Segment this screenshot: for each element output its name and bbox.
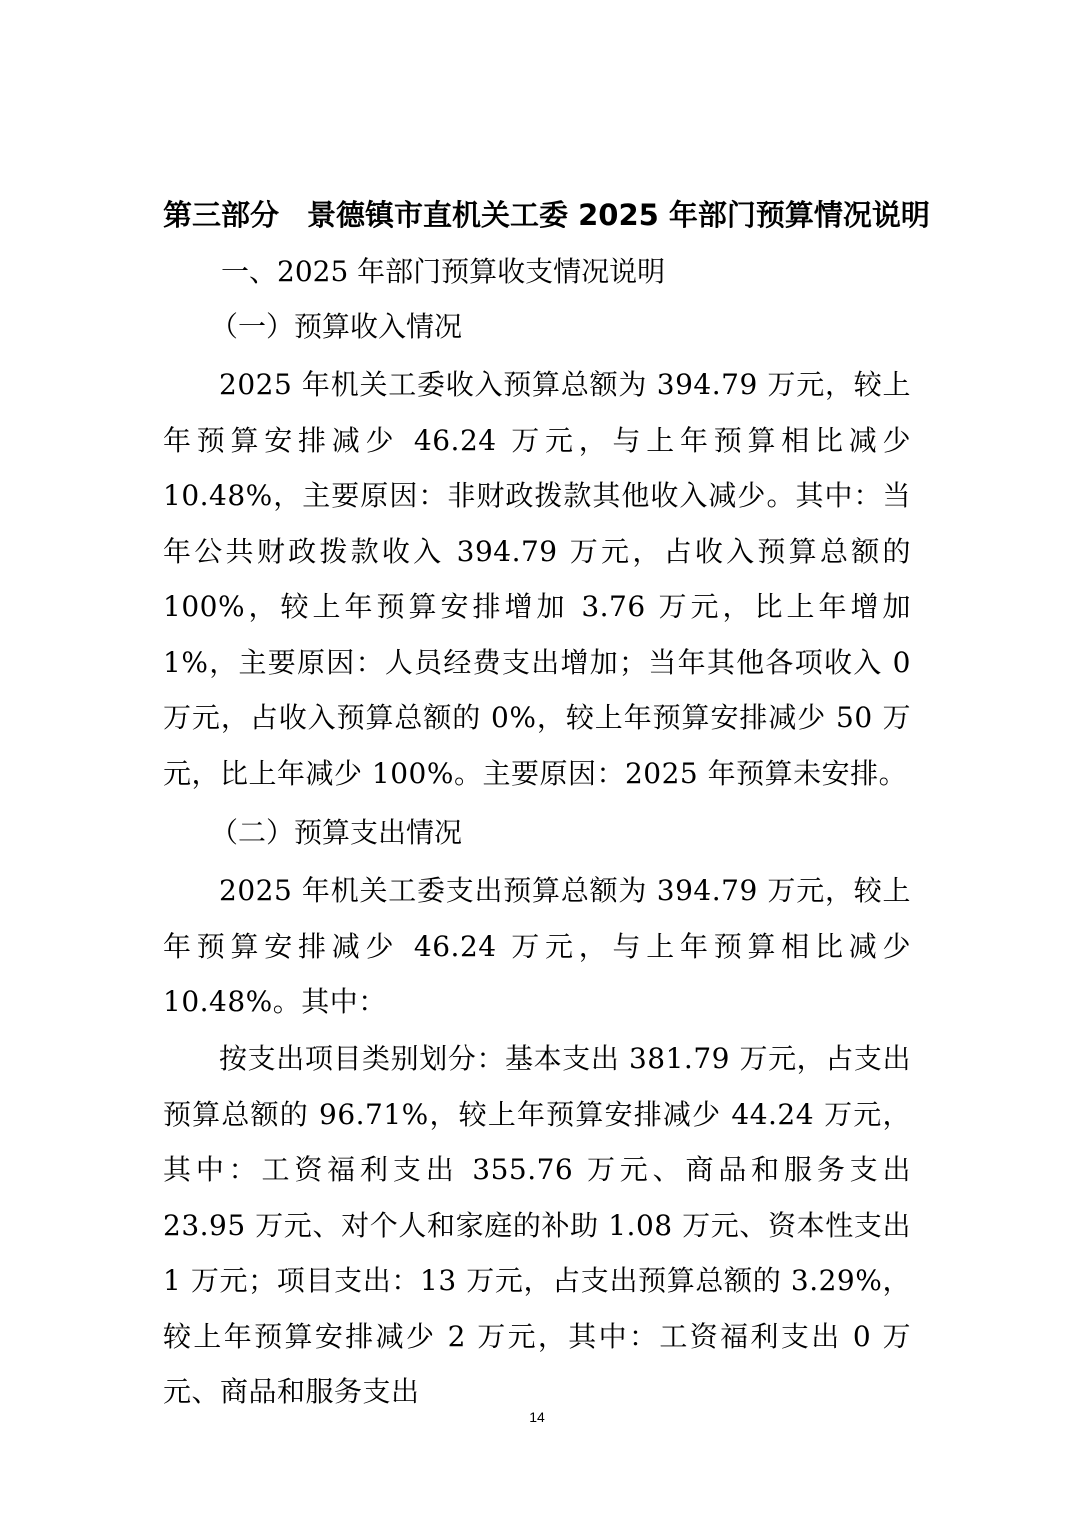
document-title: [163, 190, 930, 240]
page-number: 14: [529, 1409, 545, 1425]
title-part-label: 第三部分: [163, 198, 280, 232]
subsection-heading-expense: （二）预算支出情况: [210, 816, 463, 849]
expense-paragraph-1: 2025 年机关工委支出预算总额为 394.79 万元，较上年预算安排减少 46.24 万元，与上年预算相比减少 10.48%。其中：: [163, 874, 911, 1018]
title-main-text: 景德镇市直机关工委 2025 年部门预算情况说明: [307, 198, 930, 232]
subsection-heading-income: （一）预算收入情况: [210, 310, 463, 343]
section-heading-1: 一、2025 年部门预算收支情况说明: [221, 255, 666, 288]
income-paragraph: 2025 年机关工委收入预算总额为 394.79 万元，较上年预算安排减少 46.24 万元，与上年预算相比减少 10.48%，主要原因：非财政拨款其他收入减少。其中：当年公共财政拨款收入 394.79 万元，占收入预算总额的 100%，较上年预算安排增加 3.76 万元，比上年增加 1%，主要原因：人员经费支出增加；当年其他各项收入 0 万元，占收入预算总额的 0%，较上年预算安排减少 50 万元，比上年减少 100%。主要原因：2025 年预算未安排。: [163, 368, 911, 790]
expense-paragraph-2: 按支出项目类别划分：基本支出 381.79 万元，占支出预算总额的 96.71%，较上年预算安排减少 44.24 万元，其中：工资福利支出 355.76 万元、商品和服务支出 23.95 万元、对个人和家庭的补助 1.08 万元、资本性支出 1 万元；项目支出：13 万元，占支出预算总额的 3.29%，较上年预算安排减少 2 万元，其中：工资福利支出 0 万元、商品和服务支出: [163, 1042, 911, 1408]
